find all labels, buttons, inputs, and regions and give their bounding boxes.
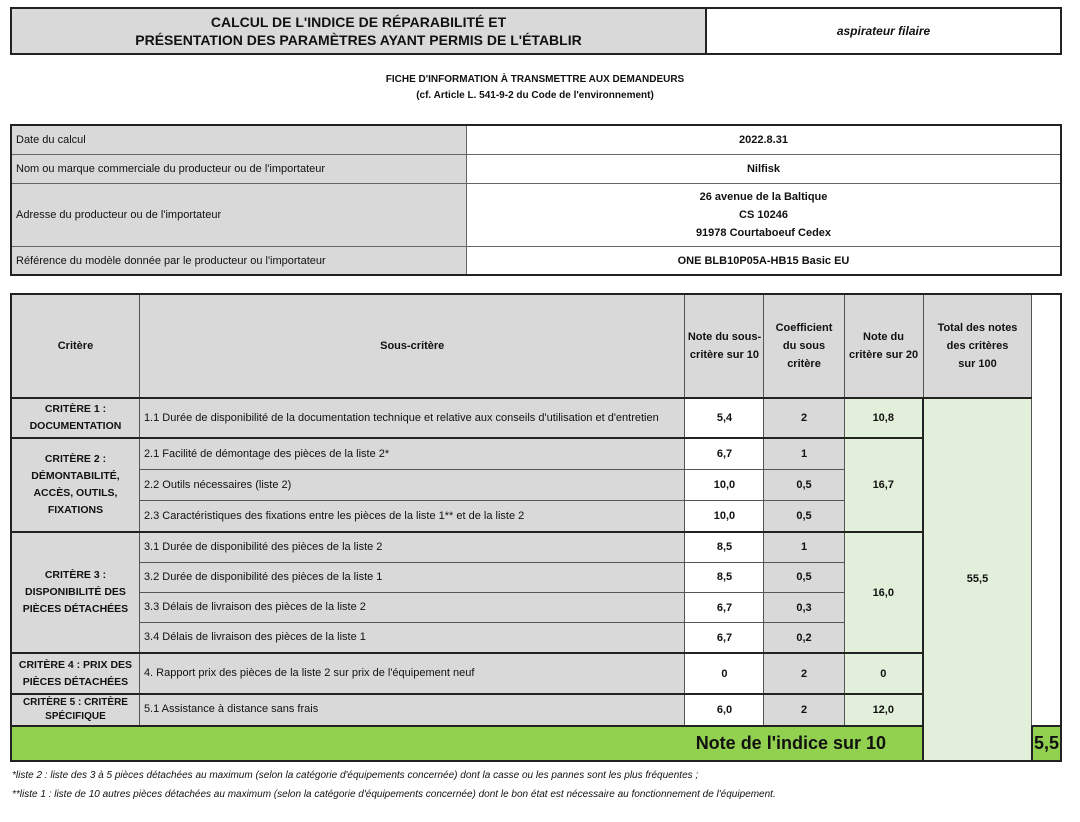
- address-line-1: 26 avenue de la Baltique: [699, 191, 828, 204]
- brand-value: Nilfisk: [467, 154, 1062, 183]
- subcriterion-label: 3.3 Délais de livraison des pièces de la liste 2: [139, 593, 685, 623]
- reference-label: Référence du modèle donnée par le producteur ou l'importateur: [11, 247, 467, 275]
- header-coefficient: [764, 294, 844, 398]
- header-total-l1: Total des notes: [937, 321, 1018, 334]
- criterion-1-line-1: CRITÈRE 1 :: [44, 403, 107, 416]
- subcriterion-label: 2.3 Caractéristiques des fixations entre les pièces de la liste 1** et de la liste 2: [139, 501, 685, 532]
- header-coef-l1: Coefficient: [775, 321, 833, 334]
- criterion-4-score: 0: [844, 653, 923, 694]
- table-row: [11, 532, 1061, 562]
- footnote-liste-1: **liste 1 : liste de 10 autres pièces détachées au maximum (selon la catégorie d'équipements concernée) dont le bon état est nécessaire au fonctionnement de l'équipement.: [12, 789, 776, 800]
- header-total-l2: des critères: [946, 339, 1009, 352]
- final-score-value: 5,5: [1032, 726, 1061, 761]
- footnotes: [12, 766, 1062, 804]
- header-sous-critere: Sous-critère: [139, 294, 685, 398]
- criterion-1-score: 10,8: [844, 398, 923, 438]
- subcriterion-label: 4. Rapport prix des pièces de la liste 2 sur prix de l'équipement neuf: [139, 653, 685, 694]
- criterion-2-line-2: DÉMONTABILITÉ,: [31, 470, 120, 483]
- subcriterion-label: 3.1 Durée de disponibilité des pièces de la liste 2: [139, 532, 685, 562]
- criterion-3-name: [11, 532, 139, 653]
- subcriterion-note: 10,0: [685, 469, 764, 500]
- criterion-5-line-2: SPÉCIFIQUE: [45, 711, 106, 723]
- criterion-1-line-2: DOCUMENTATION: [29, 420, 122, 433]
- subcriterion-label: 2.1 Facilité de démontage des pièces de la liste 2*: [139, 438, 685, 469]
- subcriterion-coef: 0,5: [764, 501, 844, 532]
- table-row: [11, 653, 1061, 694]
- header-coef-l3: critère: [787, 357, 821, 370]
- subcriterion-coef: 2: [764, 653, 844, 694]
- date-value: 2022.8.31: [467, 125, 1062, 154]
- info-row-reference: [11, 247, 1061, 275]
- subcriterion-coef: 0,3: [764, 593, 844, 623]
- criterion-3-score: 16,0: [844, 532, 923, 653]
- subcriterion-coef: 2: [764, 694, 844, 725]
- table-row: [11, 398, 1061, 438]
- info-row-date: [11, 125, 1061, 154]
- reference-value: ONE BLB10P05A-HB15 Basic EU: [467, 247, 1062, 275]
- header-coef-l2: du sous: [782, 339, 826, 352]
- title-line-2: PRÉSENTATION DES PARAMÈTRES AYANT PERMIS DE L'ÉTABLIR: [135, 32, 582, 48]
- subcriterion-label: 3.4 Délais de livraison des pièces de la liste 1: [139, 623, 685, 653]
- subcriterion-note: 8,5: [685, 532, 764, 562]
- subcriterion-coef: 1: [764, 532, 844, 562]
- product-type: aspirateur filaire: [707, 7, 1062, 55]
- header-total-l3: sur 100: [958, 357, 997, 370]
- criterion-5-name: [11, 694, 139, 725]
- header-note-sous-l2: critère sur 10: [689, 348, 760, 361]
- header-note-critere: [844, 294, 923, 398]
- final-score-row: [11, 726, 1061, 761]
- subcriterion-coef: 0,5: [764, 562, 844, 592]
- fiche-line-1: FICHE D'INFORMATION À TRANSMETTRE AUX DEMANDEURS: [385, 74, 685, 85]
- criterion-1-name: [11, 398, 139, 438]
- brand-label: Nom ou marque commerciale du producteur ou de l'importateur: [11, 154, 467, 183]
- subcriterion-note: 8,5: [685, 562, 764, 592]
- total-score-100: 55,5: [923, 398, 1032, 761]
- subcriterion-coef: 1: [764, 438, 844, 469]
- subcriterion-note: 0: [685, 653, 764, 694]
- header-note-sous-critere: [685, 294, 764, 398]
- fiche-subtitle: [10, 72, 1060, 104]
- criterion-4-name: [11, 653, 139, 694]
- criterion-4-line-2: PIÈCES DÉTACHÉES: [22, 675, 129, 688]
- header-note-sous-l1: Note du sous-: [687, 330, 762, 343]
- subcriterion-note: 6,0: [685, 694, 764, 725]
- header-critere: Critère: [11, 294, 139, 398]
- criterion-5-line-1: CRITÈRE 5 : CRITÈRE: [22, 697, 128, 709]
- criterion-3-line-3: PIÈCES DÉTACHÉES: [22, 603, 129, 616]
- page-title: [10, 7, 707, 55]
- table-row: [11, 694, 1061, 725]
- criterion-2-name: [11, 438, 139, 532]
- criterion-2-line-4: FIXATIONS: [47, 504, 104, 517]
- date-label: Date du calcul: [11, 125, 467, 154]
- info-row-address: [11, 184, 1061, 247]
- header-total: [923, 294, 1032, 398]
- address-label: Adresse du producteur ou de l'importateur: [11, 184, 467, 247]
- info-row-brand: [11, 154, 1061, 183]
- header-note-crit-l1: Note du: [863, 330, 904, 343]
- subcriterion-note: 10,0: [685, 501, 764, 532]
- subcriterion-coef: 0,2: [764, 623, 844, 653]
- final-score-label: Note de l'indice sur 10: [11, 726, 923, 761]
- subcriterion-note: 6,7: [685, 623, 764, 653]
- address-line-2: CS 10246: [739, 209, 788, 222]
- title-line-1: CALCUL DE L'INDICE DE RÉPARABILITÉ ET: [210, 14, 507, 30]
- table-header-row: [11, 294, 1061, 398]
- footnote-liste-2: *liste 2 : liste des 3 à 5 pièces détachées au maximum (selon la catégorie d'équipements concernée) dont la casse ou les pannes sont les plus fréquentes ;: [12, 770, 699, 781]
- subcriterion-label: 2.2 Outils nécessaires (liste 2): [139, 469, 685, 500]
- table-row: [11, 438, 1061, 469]
- subcriterion-coef: 2: [764, 398, 844, 438]
- header-note-crit-l2: critère sur 20: [848, 348, 919, 361]
- criterion-3-line-2: DISPONIBILITÉ DES: [25, 586, 126, 599]
- subcriterion-note: 6,7: [685, 593, 764, 623]
- subcriterion-label: 5.1 Assistance à distance sans frais: [139, 694, 685, 725]
- subcriterion-note: 5,4: [685, 398, 764, 438]
- subcriterion-note: 6,7: [685, 438, 764, 469]
- address-line-3: 91978 Courtaboeuf Cedex: [695, 227, 832, 240]
- criterion-3-line-1: CRITÈRE 3 :: [44, 569, 107, 582]
- criterion-2-line-3: ACCÈS, OUTILS,: [33, 487, 118, 500]
- criterion-2-line-1: CRITÈRE 2 :: [44, 453, 107, 466]
- reparability-table: [10, 293, 1062, 762]
- subcriterion-label: 1.1 Durée de disponibilité de la documentation technique et relative aux conseils d'utilisation et d'entretien: [139, 398, 685, 438]
- criterion-4-line-1: CRITÈRE 4 : PRIX DES: [18, 658, 133, 671]
- subcriterion-label: 3.2 Durée de disponibilité des pièces de la liste 1: [139, 562, 685, 592]
- criterion-2-score: 16,7: [844, 438, 923, 532]
- fiche-line-2: (cf. Article L. 541-9-2 du Code de l'environnement): [416, 90, 654, 101]
- criterion-5-score: 12,0: [844, 694, 923, 725]
- producer-info-table: [10, 124, 1062, 276]
- subcriterion-coef: 0,5: [764, 469, 844, 500]
- address-value: [467, 184, 1062, 247]
